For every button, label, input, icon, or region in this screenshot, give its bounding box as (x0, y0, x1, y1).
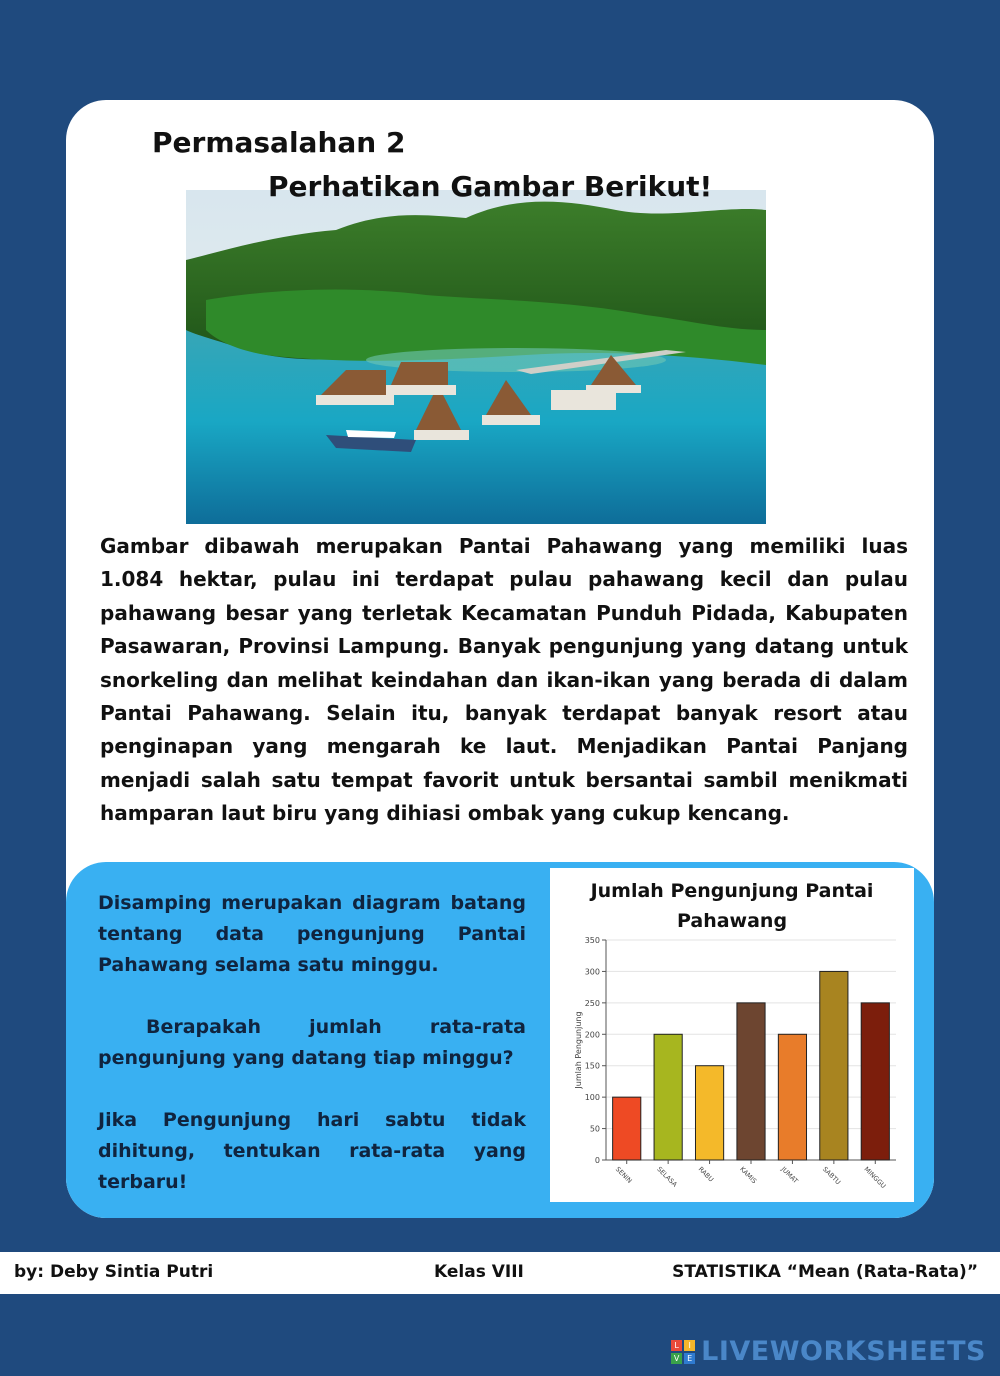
logo-text: LIVEWORKSHEETS (701, 1336, 986, 1367)
question-1: Berapakah jumlah rata-rata pengunjung yang datang tiap minggu? (98, 1016, 526, 1069)
footer (0, 1252, 1000, 1294)
footer-topic: STATISTIKA “Mean (Rata-Rata)” (672, 1262, 978, 1282)
question-2: Jika Pengunjung hari sabtu tidak dihitung, tentukan rata-rata yang terbaru! (98, 1109, 526, 1193)
x-tick-label: JUMAT (779, 1165, 800, 1186)
y-tick-label: 300 (584, 967, 600, 977)
island-resort-photo (186, 190, 766, 524)
logo-icon: L I V E (671, 1340, 695, 1364)
footer-author: by: Deby Sintia Putri (14, 1262, 214, 1282)
x-tick-label: KAMIS (738, 1165, 759, 1186)
bar-selasa (654, 1034, 682, 1160)
y-axis-label: Jumlah Pengunjung (574, 1011, 583, 1089)
question-intro: Disamping merupakan diagram batang tentang data pengunjung Pantai Pahawang selama satu minggu. (98, 892, 526, 976)
y-tick-label: 0 (594, 1156, 600, 1165)
bar-senin (613, 1097, 641, 1160)
chart-canvas (550, 868, 914, 1202)
x-tick-label: SELASA (655, 1165, 679, 1189)
question-text (98, 888, 526, 1198)
page-subtitle: Perhatikan Gambar Berikut! (268, 170, 713, 203)
y-tick-label: 100 (584, 1093, 600, 1103)
x-tick-label: SABTU (821, 1165, 843, 1187)
bar-sabtu (820, 971, 848, 1160)
bar-minggu (861, 1003, 889, 1160)
liveworksheets-logo (671, 1336, 986, 1367)
y-tick-label: 350 (584, 936, 600, 945)
chart-title: Jumlah Pengunjung Pantai Pahawang (590, 880, 874, 932)
bar-rabu (695, 1066, 723, 1160)
x-tick-label: MINGGU (862, 1165, 888, 1191)
x-tick-label: RABU (696, 1165, 716, 1184)
bar-kamis (737, 1003, 765, 1160)
page-title: Permasalahan 2 (152, 126, 406, 159)
y-tick-label: 150 (584, 1061, 600, 1071)
y-tick-label: 200 (584, 1030, 600, 1040)
y-tick-label: 50 (589, 1124, 600, 1134)
bar-chart (550, 868, 914, 1202)
footer-class: Kelas VIII (434, 1262, 524, 1282)
description-paragraph: Gambar dibawah merupakan Pantai Pahawang yang memiliki luas 1.084 hektar, pulau ini terdapat pulau pahawang kecil dan pulau pahawang besar yang terletak Kecamatan Punduh Pidada, Kabupaten Pasawaran, Provinsi Lampung. Banyak pengunjung yang datang untuk snorkeling dan melihat keindahan dan ikan-ikan yang berada di dalam Pantai Pahawang. Selain itu, banyak terdapat banyak resort atau penginapan yang mengarah ke laut. Menjadikan Pantai Panjang menjadi salah satu tempat favorit untuk bersantai sambil menikmati hamparan laut biru yang dihiasi ombak yang cukup kencang. (100, 534, 908, 826)
y-tick-label: 250 (584, 998, 600, 1008)
x-tick-label: SENIN (613, 1165, 634, 1185)
bar-jumat (778, 1034, 806, 1160)
